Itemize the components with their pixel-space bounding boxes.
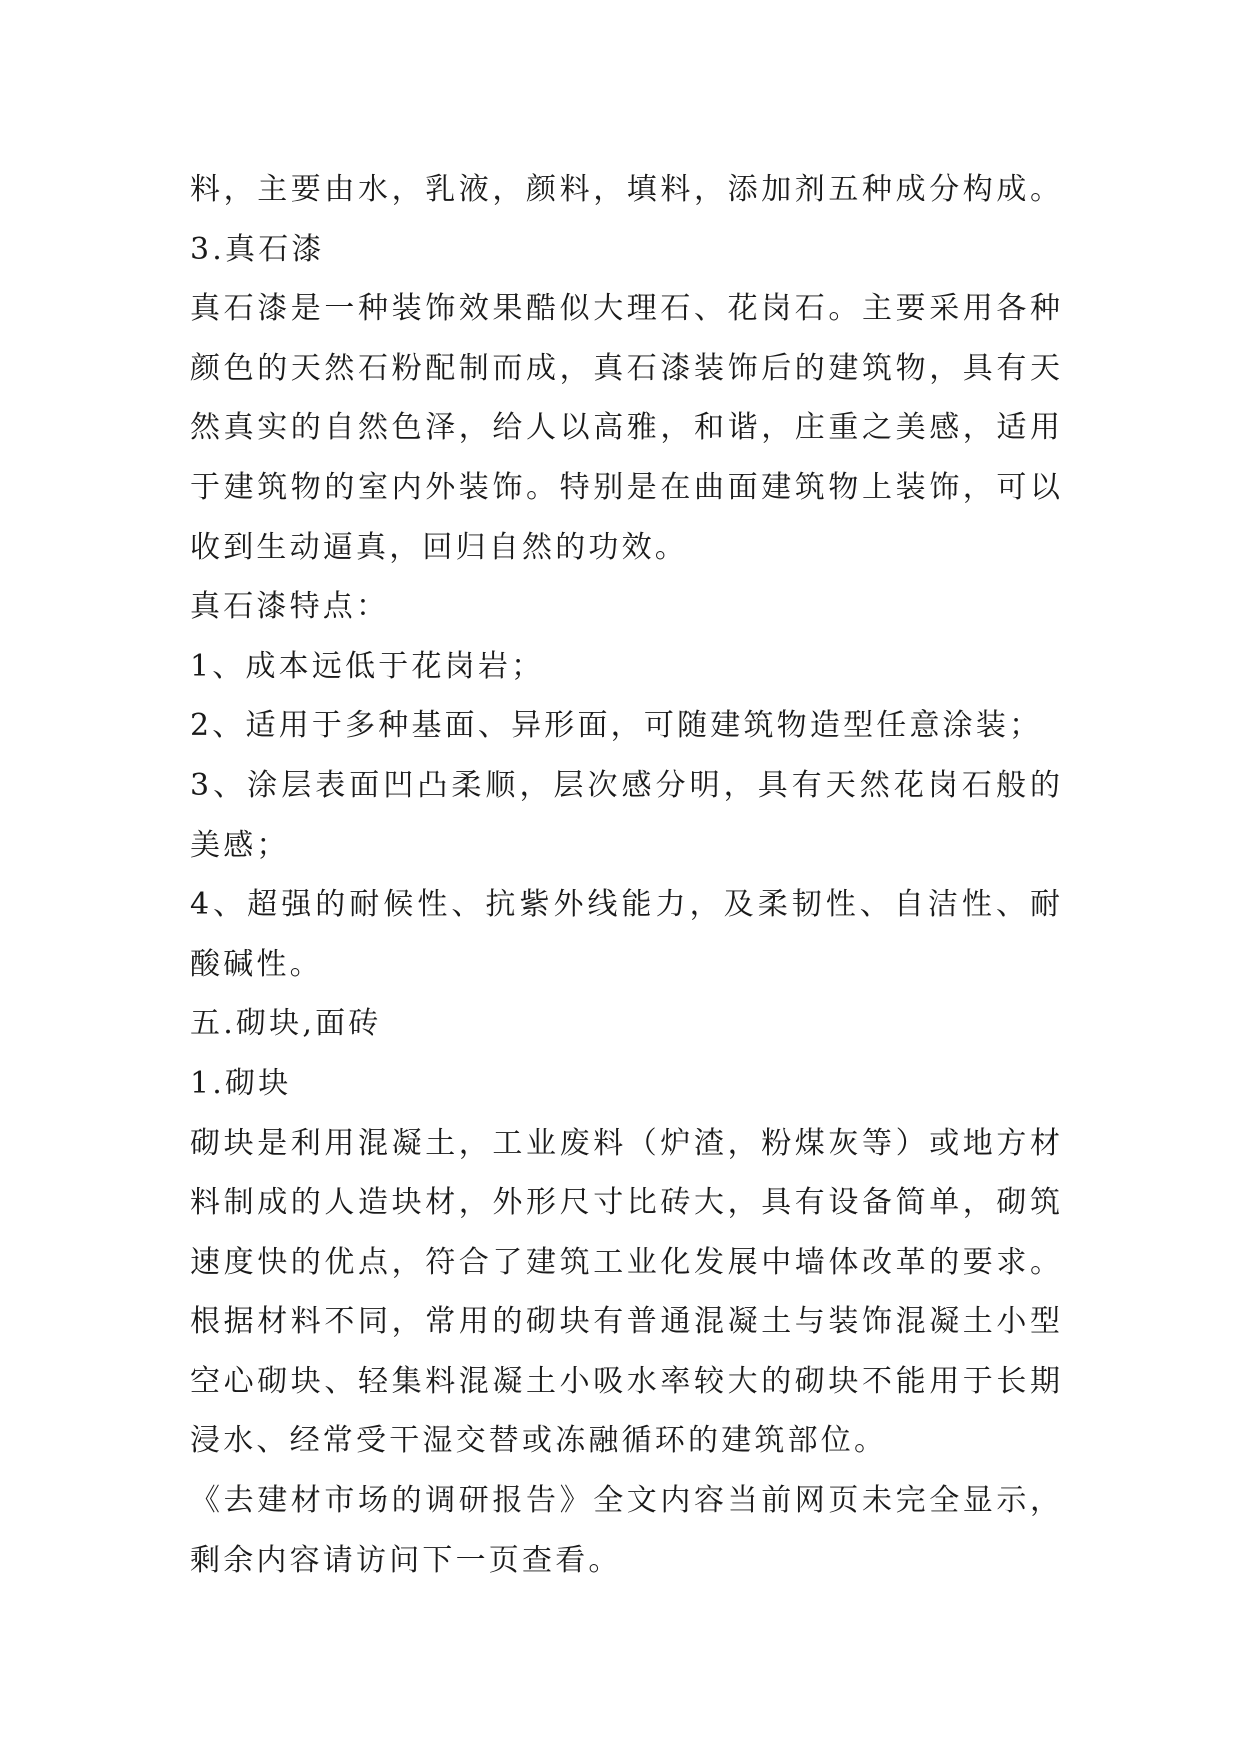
text-line: 《去建材市场的调研报告》全文内容当前网页未完全显示， <box>190 1483 1060 1519</box>
text-line: 3、涂层表面凹凸柔顺，层次感分明，具有天然花岗石般的 <box>190 767 1060 803</box>
text-line: 五.砌块,面砖 <box>190 1006 382 1042</box>
text-line: 砌块是利用混凝土，工业废料（炉渣，粉煤灰等）或地方材 <box>190 1125 1060 1161</box>
text-line: 1.砌块 <box>190 1065 292 1101</box>
text-line: 然真实的自然色泽，给人以高雅，和谐，庄重之美感，适用 <box>190 410 1060 446</box>
document-page <box>190 160 1060 1590</box>
text-line: 空心砌块、轻集料混凝土小吸水率较大的砌块不能用于长期 <box>190 1363 1060 1399</box>
text-line: 1、成本远低于花岗岩； <box>190 648 545 684</box>
text-line: 料，主要由水，乳液，颜料，填料，添加剂五种成分构成。 <box>190 172 1060 207</box>
document-body <box>190 160 1060 1590</box>
text-line: 真石漆特点： <box>190 589 390 625</box>
text-line: 颜色的天然石粉配制而成，真石漆装饰后的建筑物，具有天 <box>190 350 1060 386</box>
text-line: 真石漆是一种装饰效果酷似大理石、花岗石。主要采用各种 <box>190 291 1060 327</box>
text-line: 于建筑物的室内外装饰。特别是在曲面建筑物上装饰，可以 <box>190 469 1060 505</box>
text-line: 3.真石漆 <box>190 231 325 267</box>
text-line: 料制成的人造块材，外形尺寸比砖大，具有设备简单，砌筑 <box>190 1185 1060 1221</box>
text-line: 4、超强的耐候性、抗紫外线能力，及柔韧性、自洁性、耐 <box>190 887 1060 923</box>
text-line: 速度快的优点，符合了建筑工业化发展中墙体改革的要求。 <box>190 1244 1060 1280</box>
text-line: 美感； <box>190 827 290 863</box>
text-line: 2、适用于多种基面、异形面，可随建筑物造型任意涂装； <box>190 708 1043 744</box>
text-line: 收到生动逼真，回归自然的功效。 <box>190 529 688 565</box>
text-line: 根据材料不同，常用的砌块有普通混凝土与装饰混凝土小型 <box>190 1304 1060 1340</box>
text-line: 剩余内容请访问下一页查看。 <box>190 1542 622 1578</box>
text-line: 酸碱性。 <box>190 946 323 982</box>
text-line: 浸水、经常受干湿交替或冻融循环的建筑部位。 <box>190 1423 888 1459</box>
